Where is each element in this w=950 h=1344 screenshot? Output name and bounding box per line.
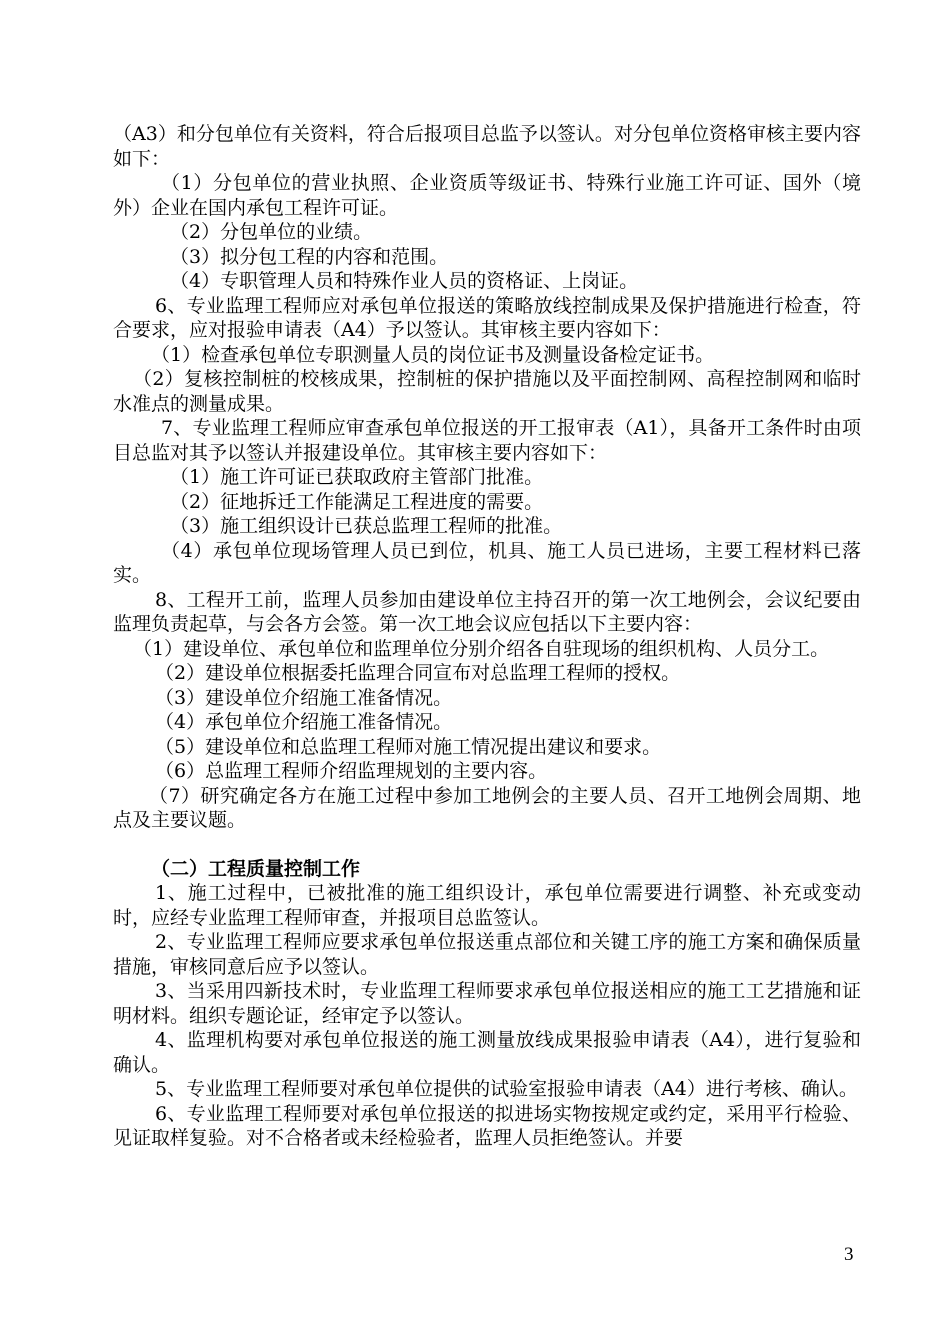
paragraph: （2）复核控制桩的校核成果，控制桩的保护措施以及平面控制网、高程控制网和临时水准点的测量成果。 (113, 368, 861, 415)
paragraph: （1）检查承包单位专职测量人员的岗位证书及测量设备检定证书。 (151, 343, 715, 366)
paragraph: （1）分包单位的营业执照、企业资质等级证书、特殊行业施工许可证、国外（境外）企业在国内承包工程许可证。 (113, 172, 861, 219)
paragraph: 1、施工过程中，已被批准的施工组织设计，承包单位需要进行调整、补充或变动时，应经专业监理工程师审查，并报项目总监签认。 (113, 882, 861, 929)
paragraph: 6、专业监理工程师要对承包单位报送的拟进场实物按规定或约定，采用平行检验、见证取样复验。对不合格者或未经检验者，监理人员拒绝签认。并要 (113, 1102, 861, 1149)
paragraph: （4）专职管理人员和特殊作业人员的资格证、上岗证。 (170, 270, 639, 292)
paragraph: （3）施工组织设计已获总监理工程师的批准。 (170, 515, 563, 537)
section-heading: （二）工程质量控制工作 (151, 857, 361, 880)
paragraph: （6）总监理工程师介绍监理规划的主要内容。 (155, 760, 548, 782)
paragraph: （3）拟分包工程的内容和范围。 (170, 245, 449, 268)
paragraph: （2）征地拆迁工作能满足工程进度的需要。 (170, 490, 544, 513)
paragraph: （5）建设单位和总监理工程师对施工情况提出建议和要求。 (155, 735, 662, 758)
paragraph: 2、专业监理工程师应要求承包单位报送重点部位和关键工序的施工方案和确保质量措施，审核同意后应予以签认。 (113, 931, 861, 978)
paragraph: 8、工程开工前，监理人员参加由建设单位主持召开的第一次工地例会，会议纪要由监理负责起草，与会各方会签。第一次工地会议应包括以下主要内容： (113, 588, 861, 635)
paragraph: （2）分包单位的业绩。 (170, 221, 373, 243)
paragraph: （A3）和分包单位有关资料，符合后报项目总监予以签认。对分包单位资格审核主要内容如下： (113, 123, 861, 170)
document-body (113, 122, 861, 1151)
paragraph: 7、专业监理工程师应审查承包单位报送的开工报审表（A1），具备开工条件时由项目总监对其予以签认并报建设单位。其审核主要内容如下： (113, 417, 861, 464)
paragraph: （4）承包单位介绍施工准备情况。 (155, 711, 453, 733)
page-number: 3 (844, 1244, 854, 1265)
paragraph: （1）建设单位、承包单位和监理单位分别介绍各自驻现场的组织机构、人员分工。 (133, 637, 830, 660)
paragraph: （3）建设单位介绍施工准备情况。 (155, 686, 453, 709)
paragraph: 6、专业监理工程师应对承包单位报送的策略放线控制成果及保护措施进行检查，符合要求，应对报验申请表（A4）予以签认。其审核主要内容如下： (113, 294, 861, 341)
paragraph: （2）建设单位根据委托监理合同宣布对总监理工程师的授权。 (155, 662, 681, 684)
paragraph: （4）承包单位现场管理人员已到位，机具、施工人员已进场，主要工程材料已落实。 (113, 539, 861, 586)
paragraph: 5、专业监理工程师要对承包单位提供的试验室报验申请表（A4）进行考核、确认。 (155, 1078, 858, 1100)
paragraph: （1）施工许可证已获取政府主管部门批准。 (170, 466, 544, 488)
paragraph: 3、当采用四新技术时，专业监理工程师要求承包单位报送相应的施工工艺措施和证明材料。组织专题论证，经审定予以签认。 (113, 980, 861, 1027)
paragraph: （7）研究确定各方在施工过程中参加工地例会的主要人员、召开工地例会周期、地点及主要议题。 (113, 784, 861, 831)
paragraph: 4、监理机构要对承包单位报送的施工测量放线成果报验申请表（A4），进行复验和确认。 (113, 1029, 861, 1076)
